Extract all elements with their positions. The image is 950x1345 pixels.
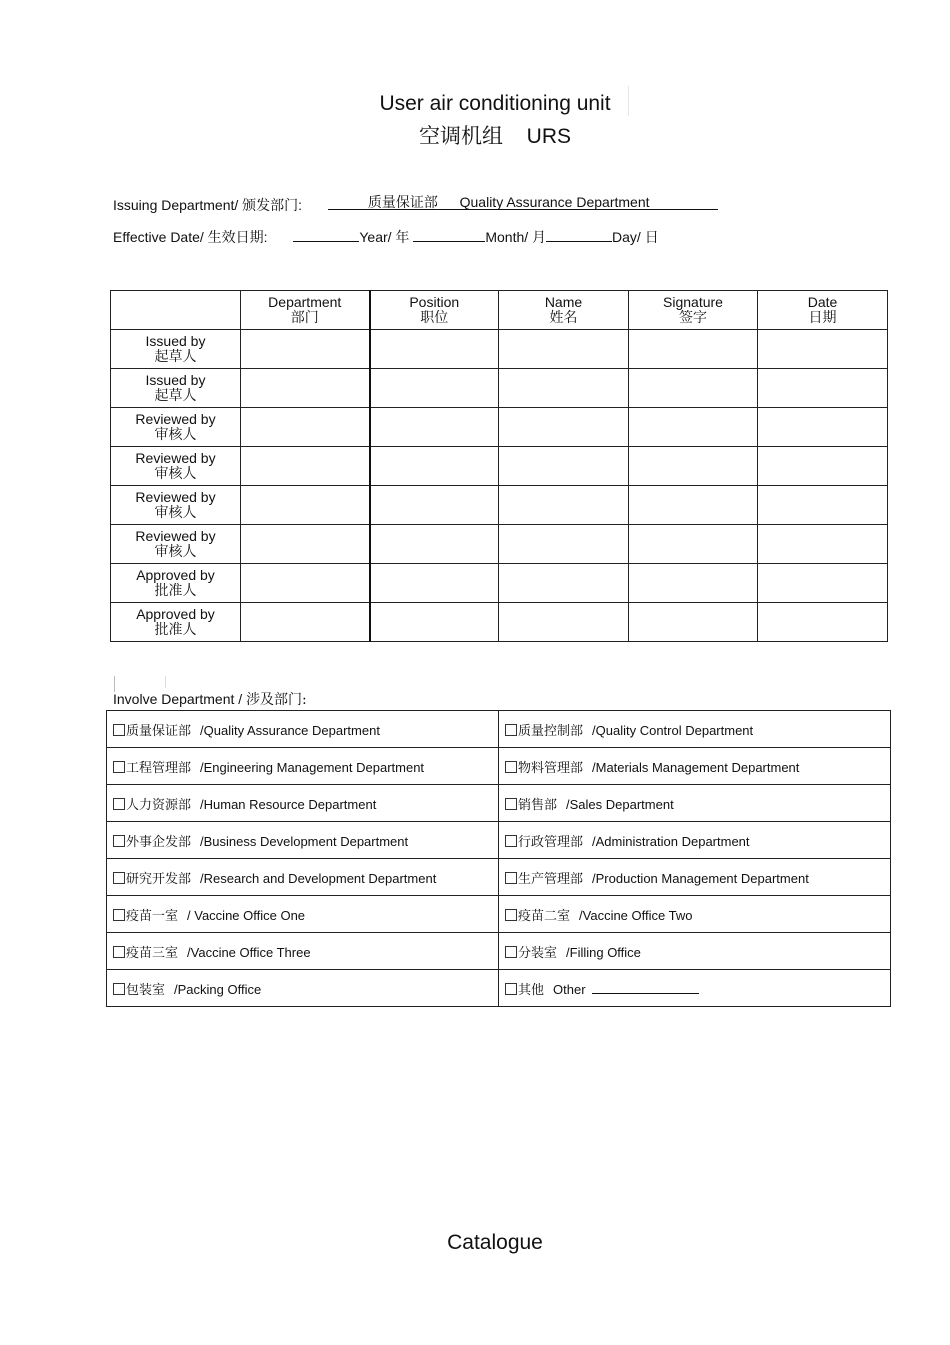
department-option-cn: 疫苗二室 xyxy=(518,908,571,924)
date-cell[interactable] xyxy=(758,369,888,408)
checkbox[interactable] xyxy=(113,724,125,736)
department-cell[interactable] xyxy=(241,603,370,642)
checkbox[interactable] xyxy=(505,909,517,921)
position-cell[interactable] xyxy=(370,603,499,642)
header-cn: 日期 xyxy=(808,310,837,326)
signature-table xyxy=(110,290,888,642)
signature-cell[interactable] xyxy=(629,486,758,525)
department-option-cn: 疫苗一室 xyxy=(126,908,179,924)
header-cell-signature xyxy=(629,291,758,330)
issuing-department-field[interactable] xyxy=(328,193,718,210)
day-field[interactable] xyxy=(546,226,612,242)
other-input-line[interactable] xyxy=(592,981,699,994)
signature-row xyxy=(111,330,888,369)
department-option[interactable] xyxy=(499,822,891,859)
department-option-en: /Sales Department xyxy=(566,796,674,812)
department-option-cn: 工程管理部 xyxy=(126,760,192,776)
signature-cell[interactable] xyxy=(629,369,758,408)
role-en: Issued by xyxy=(145,372,206,388)
department-cell[interactable] xyxy=(241,564,370,603)
signature-row xyxy=(111,486,888,525)
header-cell-department xyxy=(241,291,370,330)
role-cell xyxy=(111,369,241,408)
department-option[interactable] xyxy=(499,859,891,896)
header-en: Date xyxy=(807,294,838,310)
department-cell[interactable] xyxy=(241,408,370,447)
department-option-cn: 包装室 xyxy=(126,982,166,998)
signature-row xyxy=(111,408,888,447)
issuing-department-value-cn: 质量保证部 xyxy=(367,195,438,211)
name-cell[interactable] xyxy=(499,369,629,408)
signature-row xyxy=(111,525,888,564)
department-option-cn: 行政管理部 xyxy=(518,834,584,850)
department-option-en: /Packing Office xyxy=(174,981,262,997)
date-cell[interactable] xyxy=(758,564,888,603)
header-cn: 职位 xyxy=(420,310,449,326)
role-cell xyxy=(111,603,241,642)
header-cn: 部门 xyxy=(290,310,319,326)
department-option-cn: 质量控制部 xyxy=(518,723,584,739)
department-option-en: /Administration Department xyxy=(592,833,750,849)
department-cell[interactable] xyxy=(241,369,370,408)
checkbox[interactable] xyxy=(505,798,517,810)
date-cell[interactable] xyxy=(758,408,888,447)
department-option[interactable] xyxy=(107,822,499,859)
department-option-en: /Vaccine Office Three xyxy=(187,944,311,960)
role-en: Approved by xyxy=(136,567,215,583)
role-cn: 批准人 xyxy=(154,622,197,638)
department-option-cn: 人力资源部 xyxy=(126,797,192,813)
issuing-department-label: Issuing Department/ 颁发部门: xyxy=(113,197,303,213)
department-option[interactable] xyxy=(107,785,499,822)
signature-cell[interactable] xyxy=(629,330,758,369)
department-row xyxy=(107,933,891,970)
position-cell[interactable] xyxy=(370,408,499,447)
department-option[interactable] xyxy=(499,748,891,785)
checkbox[interactable] xyxy=(113,761,125,773)
department-option-cn: 外事企发部 xyxy=(126,834,192,850)
name-cell[interactable] xyxy=(499,525,629,564)
checkbox[interactable] xyxy=(113,872,125,884)
document-subtitle xyxy=(0,120,950,150)
catalogue-heading: Catalogue xyxy=(447,1231,543,1254)
header-en: Name xyxy=(544,294,583,310)
checkbox[interactable] xyxy=(113,835,125,847)
role-en: Reviewed by xyxy=(135,489,216,505)
role-cell xyxy=(111,486,241,525)
month-field[interactable] xyxy=(413,226,485,242)
department-option[interactable] xyxy=(107,896,499,933)
name-cell[interactable] xyxy=(499,603,629,642)
department-row xyxy=(107,970,891,1007)
header-en: Department xyxy=(268,294,342,310)
signature-header-row xyxy=(111,291,888,330)
position-cell[interactable] xyxy=(370,330,499,369)
department-option[interactable] xyxy=(499,933,891,970)
involve-label-en: Involve Department / xyxy=(113,691,243,707)
effective-date-label: Effective Date/ 生效日期: xyxy=(113,229,268,245)
role-cn: 审核人 xyxy=(154,466,197,482)
department-option-en: / Vaccine Office One xyxy=(187,907,306,923)
role-cn: 审核人 xyxy=(154,505,197,521)
department-row xyxy=(107,711,891,748)
department-row xyxy=(107,748,891,785)
department-row xyxy=(107,822,891,859)
header-cell-name xyxy=(499,291,629,330)
name-cell[interactable] xyxy=(499,408,629,447)
department-row xyxy=(107,896,891,933)
position-cell[interactable] xyxy=(370,564,499,603)
header-cn: 签字 xyxy=(679,310,707,326)
department-option-cn: 分装室 xyxy=(518,945,558,961)
involve-department-table xyxy=(106,710,891,1007)
role-en: Reviewed by xyxy=(135,450,216,466)
role-en: Approved by xyxy=(136,606,215,622)
day-label: Day/ 日 xyxy=(612,229,659,245)
department-option-cn: 质量保证部 xyxy=(126,723,192,739)
department-option[interactable] xyxy=(499,785,891,822)
department-option-en: /Filling Office xyxy=(566,944,641,960)
role-cn: 审核人 xyxy=(154,427,197,443)
department-option[interactable] xyxy=(499,970,891,1007)
checkbox[interactable] xyxy=(505,724,517,736)
involve-label-cn: 涉及部门: xyxy=(246,692,307,708)
role-en: Issued by xyxy=(145,333,206,349)
department-option-en: /Engineering Management Department xyxy=(200,759,425,775)
role-cell xyxy=(111,525,241,564)
department-option-en: /Business Development Department xyxy=(200,833,409,849)
checkbox[interactable] xyxy=(113,798,125,810)
department-option[interactable] xyxy=(499,896,891,933)
checkbox[interactable] xyxy=(505,983,517,995)
document-title: User air conditioning unit xyxy=(379,92,611,115)
department-option-cn: 研究开发部 xyxy=(126,871,192,887)
header-cn: 姓名 xyxy=(549,310,578,326)
position-cell[interactable] xyxy=(370,486,499,525)
name-cell[interactable] xyxy=(499,330,629,369)
department-option-en: /Quality Assurance Department xyxy=(200,722,380,738)
signature-cell[interactable] xyxy=(629,408,758,447)
department-option[interactable] xyxy=(499,711,891,748)
checkbox[interactable] xyxy=(113,983,125,995)
name-cell[interactable] xyxy=(499,564,629,603)
effective-date-line xyxy=(113,226,659,247)
date-cell[interactable] xyxy=(758,603,888,642)
date-cell[interactable] xyxy=(758,486,888,525)
subtitle-cn: 空调机组 xyxy=(418,124,503,148)
department-option-cn: 其他 xyxy=(518,982,545,998)
issuing-department-line xyxy=(113,193,718,215)
signature-cell[interactable] xyxy=(629,564,758,603)
name-cell[interactable] xyxy=(499,447,629,486)
department-option-en: /Quality Control Department xyxy=(592,722,754,738)
date-cell[interactable] xyxy=(758,525,888,564)
role-cell xyxy=(111,330,241,369)
department-option[interactable] xyxy=(107,933,499,970)
signature-row xyxy=(111,447,888,486)
department-option[interactable] xyxy=(107,970,499,1007)
signature-cell[interactable] xyxy=(629,525,758,564)
header-en: Position xyxy=(409,294,460,310)
department-cell[interactable] xyxy=(241,525,370,564)
role-cell xyxy=(111,447,241,486)
role-cn: 起草人 xyxy=(154,349,197,365)
department-row xyxy=(107,859,891,896)
department-cell[interactable] xyxy=(241,330,370,369)
subtitle-en: URS xyxy=(526,125,572,148)
department-option-cn: 销售部 xyxy=(518,797,558,813)
name-cell[interactable] xyxy=(499,486,629,525)
department-option-en: /Human Resource Department xyxy=(200,796,377,812)
month-label: Month/ 月 xyxy=(485,229,547,245)
department-row xyxy=(107,785,891,822)
role-en: Reviewed by xyxy=(135,528,216,544)
department-option[interactable] xyxy=(107,748,499,785)
department-option-en: /Vaccine Office Two xyxy=(579,907,693,923)
checkbox[interactable] xyxy=(505,872,517,884)
header-cell-position xyxy=(370,291,499,330)
department-option-en: Other xyxy=(553,981,586,997)
department-option-cn: 生产管理部 xyxy=(518,871,584,887)
role-en: Reviewed by xyxy=(135,411,216,427)
department-option-en: /Research and Development Department xyxy=(200,870,437,886)
signature-cell[interactable] xyxy=(629,603,758,642)
date-cell[interactable] xyxy=(758,447,888,486)
year-label: Year/ 年 xyxy=(359,229,410,245)
role-cn: 批准人 xyxy=(154,583,197,599)
department-option-en: /Production Management Department xyxy=(592,870,809,886)
header-en: Signature xyxy=(663,294,723,310)
involve-department-label xyxy=(113,689,307,709)
signature-row xyxy=(111,369,888,408)
department-cell[interactable] xyxy=(241,447,370,486)
department-option-en: /Materials Management Department xyxy=(592,759,800,775)
department-option-cn: 物料管理部 xyxy=(518,760,584,776)
role-cn: 审核人 xyxy=(154,544,197,560)
position-cell[interactable] xyxy=(370,525,499,564)
signature-row xyxy=(111,603,888,642)
department-cell[interactable] xyxy=(241,486,370,525)
issuing-department-value-en: Quality Assurance Department xyxy=(459,194,650,210)
position-cell[interactable] xyxy=(370,447,499,486)
checkbox[interactable] xyxy=(505,835,517,847)
department-option-cn: 疫苗三室 xyxy=(126,945,179,961)
header-cell-empty xyxy=(111,291,241,330)
checkbox[interactable] xyxy=(505,946,517,958)
role-cell xyxy=(111,564,241,603)
signature-cell[interactable] xyxy=(629,447,758,486)
date-cell[interactable] xyxy=(758,330,888,369)
signature-row xyxy=(111,564,888,603)
role-cell xyxy=(111,408,241,447)
involve-margin-mark xyxy=(165,676,166,688)
header-cell-date xyxy=(758,291,888,330)
checkbox[interactable] xyxy=(505,761,517,773)
year-field[interactable] xyxy=(293,226,359,242)
department-option[interactable] xyxy=(107,711,499,748)
checkbox[interactable] xyxy=(113,946,125,958)
position-cell[interactable] xyxy=(370,369,499,408)
role-cn: 起草人 xyxy=(154,388,197,404)
checkbox[interactable] xyxy=(113,909,125,921)
department-option[interactable] xyxy=(107,859,499,896)
